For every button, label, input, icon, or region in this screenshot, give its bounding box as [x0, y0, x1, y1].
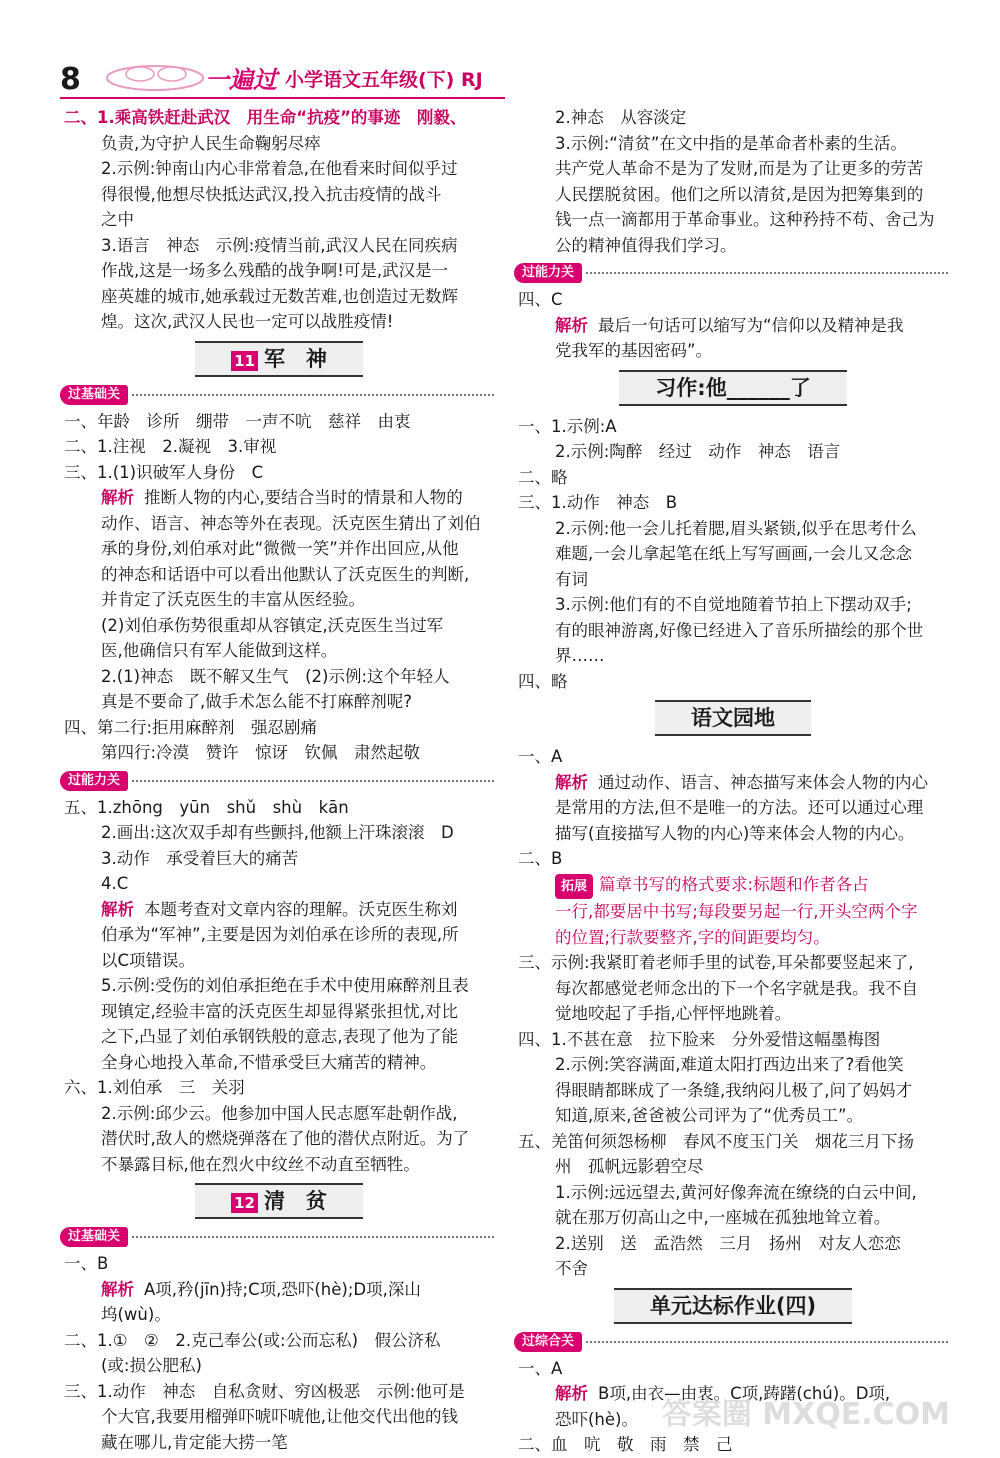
answer-line: 三、1.(1)识破军人身份 C: [64, 462, 264, 482]
answer-line: 坞(wù)。: [101, 1305, 171, 1324]
answer-line: 之中: [101, 210, 134, 229]
answer-line: 得眼睛都眯成了一条缝,我纳闷儿极了,问了妈妈才: [555, 1080, 912, 1100]
answer-line: 得很慢,他想尽快抵达武汉,投入抗击疫情的战斗: [101, 184, 442, 204]
section-tag-basic: [60, 385, 494, 405]
section-tag-ability: [514, 263, 948, 283]
answer-line: 潜伏时,敌人的燃烧弹落在了他的潜伏点附近。为了: [101, 1129, 470, 1148]
section-tag-basic: [60, 1227, 494, 1247]
analysis-text: 通过动作、语言、神态描写来体会人物的内心: [598, 772, 928, 792]
answer-line: 恐吓(hè)。: [555, 1409, 638, 1429]
answer-line: 不舍: [555, 1259, 588, 1278]
answer-text: 二、1.乘高铁赶赴武汉 用生命“抗疫”的事迹 刚毅、: [64, 108, 467, 127]
answer-line: 一、A: [518, 1358, 563, 1378]
answer-line: 有的眼神游离,好像已经进入了音乐所描绘的那个世: [555, 620, 924, 640]
section-tag-comprehensive: [514, 1332, 948, 1352]
answer-line: 一、B: [64, 1254, 109, 1273]
answer-line: 难题,一会儿拿起笔在纸上写写画画,一会儿又念念: [555, 544, 912, 563]
extension-tag: 拓展: [555, 874, 593, 900]
answer-line: 有词: [555, 569, 588, 589]
answer-line: 就在那万仞高山之中,一座城在孤独地耸立着。: [555, 1208, 891, 1227]
analysis-line: [518, 313, 948, 339]
garden-title: [518, 700, 948, 736]
answer-line: 描写(直接描写人物的内心)等来体会人物的内心。: [555, 823, 915, 843]
answer-line: 四、1.不甚在意 拉下脸来 分外爱惜这幅墨梅图: [518, 1029, 881, 1049]
series-title: 小学语文五年级(下) RJ: [285, 69, 483, 91]
answer-line: 并肯定了沃克医生的丰富从医经验。: [101, 590, 365, 609]
answer-line: 三、示例:我紧盯着老师手里的试卷,耳朵都要竖起来了,: [518, 953, 914, 972]
answer-line: 2.示例:钟南山内心非常着急,在他看来时间似乎过: [101, 159, 458, 178]
answer-line: 3.示例:他们有的不自觉地随着节拍上下摆动双手;: [555, 595, 912, 614]
answer-line: 二、血 吭 敬 雨 禁 己: [518, 1435, 733, 1454]
tag-label: 过能力关: [60, 771, 128, 791]
answer-line: 公的精神值得我们学习。: [555, 235, 737, 255]
answer-line: 煌。这次,武汉人民也一定可以战胜疫情!: [101, 312, 394, 331]
answer-line: 1.示例:远远望去,黄河好像奔流在缭绕的白云中间,: [555, 1182, 917, 1202]
page-number: 8: [60, 62, 81, 97]
answer-line: 2.示例:笑容满面,难道太阳打西边出来了?看他笑: [555, 1055, 904, 1074]
decoration-ornament-icon: [100, 56, 210, 96]
answer-line: 州 孤帆远影碧空尽: [555, 1157, 704, 1176]
answer-line: 人民摆脱贫困。他们之所以清贫,是因为把筹集到的: [555, 184, 924, 204]
extension-line: 一行,都要居中书写;每段要另起一行,开头空两个字: [555, 902, 918, 921]
answer-line: 四、C: [518, 290, 563, 309]
answer-line: 一、年龄 诊所 绷带 一声不吭 慈祥 由衷: [64, 411, 411, 431]
answer-line: 真是不要命了,做手术怎么能不打麻醉剂呢?: [101, 692, 413, 711]
analysis-line: [64, 485, 494, 511]
answer-line: 之下,凸显了刘伯承钢铁般的意志,表现了他为了能: [101, 1027, 458, 1046]
answer-line: 三、1.动作 神态 B: [518, 493, 678, 512]
answer-line: 医,他确信只有军人能做到这样。: [101, 641, 338, 660]
answer-line: 二、1.① ② 2.克己奉公(或:公而忘私) 假公济私: [64, 1330, 441, 1350]
answer-line: 4.C: [101, 874, 129, 893]
lesson-11-title: [64, 341, 494, 377]
answer-line: 二、1.注视 2.凝视 3.审视: [64, 437, 277, 456]
answer-line: 一、A: [518, 747, 563, 766]
tag-label: 过综合关: [514, 1332, 582, 1352]
page-header: [0, 0, 1000, 100]
answer-line: 伯承为“军神”,主要是因为刘伯承在诊所的表现,所: [101, 925, 459, 944]
answer-line: 2.(1)神态 既不解又生气 (2)示例:这个年轻人: [101, 666, 450, 686]
answer-line: 个大官,我要用榴弹吓唬吓唬他,让他交代出他的钱: [101, 1407, 458, 1426]
unit-test-title: [518, 1288, 948, 1324]
header-rule: [60, 97, 505, 99]
answer-line: 5.示例:受伤的刘伯承拒绝在手术中使用麻醉剂且表: [101, 976, 469, 995]
answer-line: 三、1.动作 神态 自私贪财、穷凶极恶 示例:他可是: [64, 1381, 465, 1401]
tag-label: 过基础关: [60, 1227, 128, 1247]
answer-line: 第四行:冷漠 赞许 惊讶 钦佩 肃然起敬: [101, 743, 421, 762]
answer-line: 界……: [555, 646, 605, 665]
answer-line: 五、1.zhōng yūn shǔ shù kān: [64, 797, 349, 817]
answer-line: 2.神态 从容淡定: [555, 108, 687, 127]
answer-line: 2.示例:邱少云。他参加中国人民志愿军赴朝作战,: [101, 1103, 458, 1123]
analysis-line: [64, 1277, 494, 1303]
watermark: 答案圈 MXQE.COM: [661, 1397, 950, 1432]
lesson-12-title: [64, 1183, 494, 1219]
writing-title: [518, 370, 948, 406]
answer-line: 五、羌笛何须怨杨柳 春风不度玉门关 烟花三月下扬: [518, 1131, 914, 1151]
answer-line: 四、第二行:拒用麻醉剂 强忍剧痛: [64, 717, 318, 737]
answer-line: 觉地咬起了手指,心怦怦地跳着。: [555, 1004, 792, 1023]
analysis-label: 解析: [101, 1279, 134, 1299]
answer-line: 作战,这是一场多么残酷的战争啊!可是,武汉是一: [101, 261, 449, 280]
answer-line: 六、1.刘伯承 三 关羽: [64, 1078, 245, 1097]
tag-label: 过能力关: [514, 263, 582, 283]
lesson-number: 11: [231, 351, 258, 371]
answer-line: 是常用的方法,但不是唯一的方法。还可以通过心理: [555, 798, 924, 817]
lesson-title-text: 军 神: [263, 346, 327, 371]
answer-line: 3.语言 神态 示例:疫情当前,武汉人民在同疾病: [101, 235, 458, 255]
answer-line: 共产党人革命不是为了发财,而是为了让更多的劳苦: [555, 159, 924, 178]
answer-line: 2.送别 送 孟浩然 三月 扬州 对友人恋恋: [555, 1233, 901, 1253]
analysis-text: 最后一句话可以缩写为“信仰以及精神是我: [598, 315, 904, 335]
answer-line: 以C项错误。: [101, 950, 196, 970]
right-column: [518, 105, 948, 1458]
answer-line: 座英雄的城市,她承载过无数苦难,也创造过无数辉: [101, 286, 458, 306]
answer-line: 承的身份,刘伯承对此“微微一笑”并作出回应,从他: [101, 539, 459, 558]
answer-line: 2.示例:陶醉 经过 动作 神态 语言: [555, 442, 841, 461]
analysis-label: 解析: [101, 899, 134, 919]
answer-line: (或:损公肥私): [101, 1356, 202, 1375]
tag-label: 过基础关: [60, 385, 128, 405]
section-title-text: 单元达标作业(四): [614, 1288, 852, 1324]
answer-line: 负责,为守护人民生命鞠躬尽瘁: [101, 133, 321, 153]
lesson-title-text: 清 贫: [263, 1189, 327, 1213]
answer-line: 钱一点一滴都用于革命事业。这种矜持不苟、舍己为: [555, 210, 935, 229]
answer-line: 不暴露目标,他在烈火中纹丝不动直至牺牲。: [101, 1154, 420, 1174]
analysis-label: 解析: [101, 488, 134, 507]
section-title-text: 习作:他______了: [619, 370, 846, 406]
analysis-line: [64, 897, 494, 923]
analysis-label: 解析: [555, 315, 588, 335]
answer-line: (2)刘伯承伤势很重却从容镇定,沃克医生当过军: [101, 615, 444, 635]
answer-line: 2.画出:这次双手却有些颤抖,他额上汗珠滚滚 D: [101, 823, 454, 842]
answer-line: 动作、语言、神态等外在表现。沃克医生猜出了刘伯: [101, 513, 481, 533]
analysis-text: 推断人物的内心,要结合当时的情景和人物的: [144, 488, 463, 507]
analysis-label: 解析: [555, 772, 588, 792]
answer-line: 每次都感觉老师念出的下一个名字就是我。我不自: [555, 978, 918, 998]
brand-logo: 一遍过: [205, 66, 277, 94]
analysis-text: A项,矜(jīn)持;C项,恐吓(hè);D项,深山: [144, 1279, 421, 1299]
answer-line: 全身心地投入革命,不惜承受巨大痛苦的精神。: [101, 1052, 437, 1072]
answer-line: 四、略: [518, 671, 568, 691]
answer-line: 的神态和话语中可以看出他默认了沃克医生的判断,: [101, 564, 470, 584]
extension-line: [518, 872, 948, 900]
answer-line: 藏在哪儿,肯定能大捞一笔: [101, 1432, 288, 1452]
answer-line: 二、B: [518, 849, 563, 868]
extension-line: 的位置;行款要整齐,字的间距要均匀。: [555, 927, 830, 947]
answer-line: 2.示例:他一会儿托着腮,眉头紧锁,似乎在思考什么: [555, 518, 917, 538]
extension-text: 篇章书写的格式要求:标题和作者各占: [599, 874, 869, 894]
left-column: [64, 105, 494, 1455]
answer-line: 党我军的基因密码”。: [555, 341, 713, 360]
analysis-text: B项,由衣—由衷。C项,踌躇(chú)。D项,: [598, 1384, 891, 1403]
section-tag-ability: [60, 771, 494, 791]
answer-line: 3.示例:“清贫”在文中指的是革命者朴素的生活。: [555, 133, 907, 153]
answer-line: 二、略: [518, 467, 568, 487]
answer-line: 知道,原来,爸爸被公司评为了“优秀员工”。: [555, 1106, 864, 1125]
analysis-label: 解析: [555, 1384, 588, 1403]
section-title-text: 语文园地: [655, 700, 811, 736]
analysis-line: [518, 770, 948, 796]
answer-line: 一、1.示例:A: [518, 416, 617, 436]
lesson-number: 12: [231, 1193, 258, 1213]
answer-line: 现镇定,经验丰富的沃克医生却显得紧张担忧,对比: [101, 1001, 458, 1021]
answer-line: 3.动作 承受着巨大的痛苦: [101, 848, 299, 868]
answer-line: [64, 105, 494, 131]
analysis-text: 本题考查对文章内容的理解。沃克医生称刘: [144, 899, 458, 919]
